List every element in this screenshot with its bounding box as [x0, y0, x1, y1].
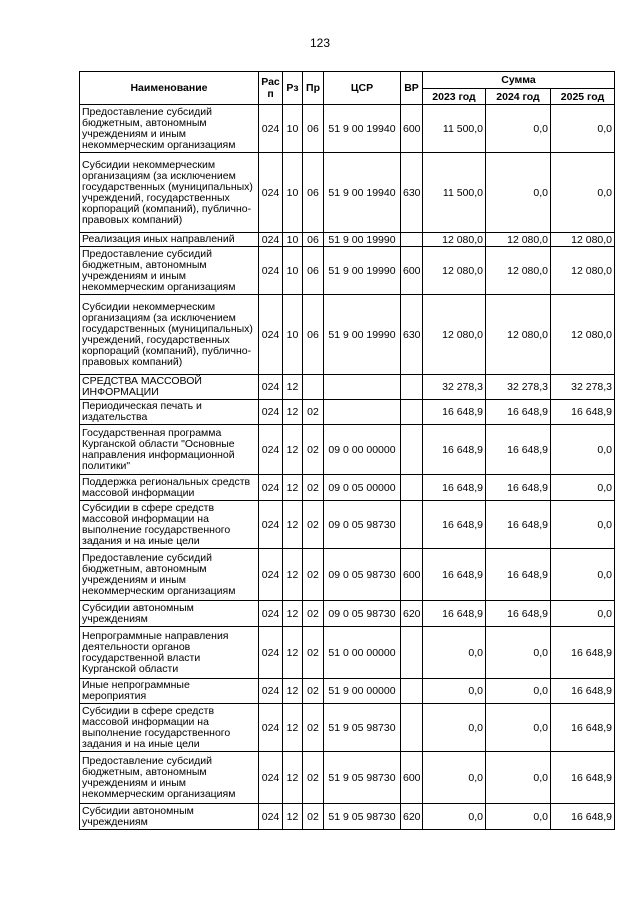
row-2024: 0,0 [486, 752, 551, 804]
row-name: Предоставление субсидий бюджетным, автономным учреждениям и иным некоммерческим организациям [80, 105, 259, 153]
row-csr: 09 0 05 98730 [324, 601, 401, 627]
table-row [80, 295, 615, 375]
row-vr: 600 [401, 105, 423, 153]
row-2023: 16 648,9 [423, 425, 486, 475]
table-row [80, 627, 615, 679]
row-name: Предоставление субсидий бюджетным, автономным учреждениям и иным некоммерческим организациям [80, 549, 259, 601]
row-csr: 09 0 05 98730 [324, 549, 401, 601]
row-2023: 0,0 [423, 752, 486, 804]
row-2024: 16 648,9 [486, 425, 551, 475]
row-csr: 09 0 05 00000 [324, 475, 401, 501]
row-vr: 620 [401, 601, 423, 627]
row-name: Субсидии в сфере средств массовой информации на выполнение государственного задания и на иные цели [80, 704, 259, 752]
table-row [80, 679, 615, 704]
row-2023: 11 500,0 [423, 153, 486, 233]
row-rz: 12 [283, 601, 303, 627]
row-rz: 12 [283, 627, 303, 679]
row-pr: 06 [303, 247, 324, 295]
row-2025: 16 648,9 [551, 627, 615, 679]
row-2025: 0,0 [551, 601, 615, 627]
row-pr: 02 [303, 679, 324, 704]
row-rz: 10 [283, 295, 303, 375]
row-csr: 51 9 00 19990 [324, 295, 401, 375]
row-name: СРЕДСТВА МАССОВОЙ ИНФОРМАЦИИ [80, 375, 259, 400]
row-2023: 0,0 [423, 679, 486, 704]
row-rz: 12 [283, 475, 303, 501]
row-vr: 600 [401, 752, 423, 804]
row-rz: 12 [283, 679, 303, 704]
row-2024: 0,0 [486, 704, 551, 752]
row-ras: 024 [259, 233, 283, 247]
row-2023: 0,0 [423, 704, 486, 752]
row-name: Предоставление субсидий бюджетным, автономным учреждениям и иным некоммерческим организациям [80, 247, 259, 295]
row-rz: 12 [283, 375, 303, 400]
row-name: Реализация иных направлений [80, 233, 259, 247]
row-vr [401, 400, 423, 425]
table-row [80, 804, 615, 830]
row-rz: 12 [283, 804, 303, 830]
row-2025: 32 278,3 [551, 375, 615, 400]
row-name: Предоставление субсидий бюджетным, автономным учреждениям и иным некоммерческим организациям [80, 752, 259, 804]
row-2023: 16 648,9 [423, 400, 486, 425]
row-2025: 12 080,0 [551, 233, 615, 247]
row-name: Субсидии в сфере средств массовой информации на выполнение государственного задания и на иные цели [80, 501, 259, 549]
row-csr: 09 0 05 98730 [324, 501, 401, 549]
row-2024: 0,0 [486, 679, 551, 704]
header-2025: 2025 год [551, 89, 615, 105]
row-ras: 024 [259, 295, 283, 375]
row-name: Субсидии некоммерческим организациям (за исключением государственных (муниципальных) учреждений, государственных корпораций (компаний), публично-правовых компаний) [80, 153, 259, 233]
row-ras: 024 [259, 400, 283, 425]
row-name: Субсидии автономным учреждениям [80, 601, 259, 627]
row-pr: 02 [303, 627, 324, 679]
row-vr: 600 [401, 549, 423, 601]
row-rz: 10 [283, 247, 303, 295]
row-csr: 51 9 05 98730 [324, 804, 401, 830]
header-csr: ЦСР [324, 72, 401, 105]
row-ras: 024 [259, 679, 283, 704]
row-csr: 09 0 00 00000 [324, 425, 401, 475]
row-pr: 06 [303, 233, 324, 247]
row-rz: 10 [283, 153, 303, 233]
row-2023: 16 648,9 [423, 501, 486, 549]
table-row [80, 105, 615, 153]
row-2025: 16 648,9 [551, 400, 615, 425]
row-2025: 0,0 [551, 501, 615, 549]
row-vr: 600 [401, 247, 423, 295]
row-vr: 620 [401, 804, 423, 830]
row-2023: 16 648,9 [423, 549, 486, 601]
row-ras: 024 [259, 425, 283, 475]
budget-table [79, 71, 615, 830]
row-2024: 0,0 [486, 153, 551, 233]
row-ras: 024 [259, 153, 283, 233]
row-ras: 024 [259, 475, 283, 501]
header-2023: 2023 год [423, 89, 486, 105]
row-csr [324, 400, 401, 425]
row-pr: 06 [303, 295, 324, 375]
table-row [80, 375, 615, 400]
row-2023: 16 648,9 [423, 475, 486, 501]
row-name: Субсидии автономным учреждениям [80, 804, 259, 830]
row-2025: 0,0 [551, 105, 615, 153]
row-name: Субсидии некоммерческим организациям (за исключением государственных (муниципальных) учреждений, государственных корпораций (компаний), публично-правовых компаний) [80, 295, 259, 375]
row-vr [401, 679, 423, 704]
row-name: Государственная программа Курганской области "Основные направления информационной политики" [80, 425, 259, 475]
row-ras: 024 [259, 501, 283, 549]
row-pr: 02 [303, 400, 324, 425]
row-vr [401, 475, 423, 501]
page-number: 123 [309, 36, 331, 50]
row-2025: 16 648,9 [551, 752, 615, 804]
row-vr: 630 [401, 295, 423, 375]
row-rz: 12 [283, 400, 303, 425]
row-csr: 51 0 00 00000 [324, 627, 401, 679]
table-row [80, 752, 615, 804]
row-rz: 12 [283, 704, 303, 752]
header-2024: 2024 год [486, 89, 551, 105]
row-name: Поддержка региональных средств массовой информации [80, 475, 259, 501]
row-name: Непрограммные направления деятельности органов государственной власти Курганской области [80, 627, 259, 679]
row-rz: 12 [283, 425, 303, 475]
row-csr: 51 9 00 19990 [324, 247, 401, 295]
row-2025: 16 648,9 [551, 804, 615, 830]
row-rz: 10 [283, 233, 303, 247]
row-2024: 0,0 [486, 105, 551, 153]
row-rz: 12 [283, 501, 303, 549]
row-2025: 0,0 [551, 153, 615, 233]
row-rz: 10 [283, 105, 303, 153]
row-ras: 024 [259, 601, 283, 627]
row-2025: 16 648,9 [551, 679, 615, 704]
row-ras: 024 [259, 105, 283, 153]
row-csr [324, 375, 401, 400]
row-rz: 12 [283, 752, 303, 804]
header-rz: Рз [283, 72, 303, 105]
table-row [80, 601, 615, 627]
table-row [80, 501, 615, 549]
table-row [80, 400, 615, 425]
row-2024: 12 080,0 [486, 233, 551, 247]
row-csr: 51 9 05 98730 [324, 752, 401, 804]
row-pr: 02 [303, 475, 324, 501]
row-pr: 02 [303, 425, 324, 475]
row-2025: 0,0 [551, 425, 615, 475]
row-ras: 024 [259, 752, 283, 804]
row-2023: 12 080,0 [423, 247, 486, 295]
row-2024: 0,0 [486, 627, 551, 679]
row-2024: 12 080,0 [486, 295, 551, 375]
row-2024: 12 080,0 [486, 247, 551, 295]
row-csr: 51 9 00 19940 [324, 153, 401, 233]
table-row [80, 425, 615, 475]
row-csr: 51 9 00 00000 [324, 679, 401, 704]
header-name: Наименование [80, 72, 259, 105]
header-vr: ВР [401, 72, 423, 105]
row-2025: 0,0 [551, 475, 615, 501]
row-2024: 0,0 [486, 804, 551, 830]
table-row [80, 704, 615, 752]
row-2024: 16 648,9 [486, 501, 551, 549]
row-2023: 12 080,0 [423, 295, 486, 375]
row-2025: 12 080,0 [551, 247, 615, 295]
row-2023: 32 278,3 [423, 375, 486, 400]
row-pr: 06 [303, 153, 324, 233]
row-csr: 51 9 00 19990 [324, 233, 401, 247]
row-ras: 024 [259, 549, 283, 601]
row-pr: 02 [303, 704, 324, 752]
row-2023: 0,0 [423, 627, 486, 679]
row-vr [401, 233, 423, 247]
header-ras: Рас п [259, 72, 283, 105]
header-pr: Пр [303, 72, 324, 105]
row-pr: 02 [303, 601, 324, 627]
row-ras: 024 [259, 247, 283, 295]
row-2024: 32 278,3 [486, 375, 551, 400]
table-row [80, 233, 615, 247]
row-vr: 630 [401, 153, 423, 233]
row-2025: 0,0 [551, 549, 615, 601]
row-2024: 16 648,9 [486, 601, 551, 627]
row-vr [401, 501, 423, 549]
header-sum: Сумма [423, 72, 615, 89]
row-ras: 024 [259, 627, 283, 679]
row-2025: 12 080,0 [551, 295, 615, 375]
row-2023: 0,0 [423, 804, 486, 830]
row-2024: 16 648,9 [486, 400, 551, 425]
row-2024: 16 648,9 [486, 549, 551, 601]
row-name: Иные непрограммные мероприятия [80, 679, 259, 704]
row-2025: 16 648,9 [551, 704, 615, 752]
table-row [80, 153, 615, 233]
table-row [80, 549, 615, 601]
row-pr: 02 [303, 804, 324, 830]
row-vr [401, 425, 423, 475]
row-rz: 12 [283, 549, 303, 601]
row-csr: 51 9 05 98730 [324, 704, 401, 752]
table-row [80, 247, 615, 295]
row-2023: 16 648,9 [423, 601, 486, 627]
row-vr [401, 704, 423, 752]
row-ras: 024 [259, 804, 283, 830]
row-pr [303, 375, 324, 400]
row-csr: 51 9 00 19940 [324, 105, 401, 153]
row-ras: 024 [259, 375, 283, 400]
row-ras: 024 [259, 704, 283, 752]
row-vr [401, 375, 423, 400]
row-name: Периодическая печать и издательства [80, 400, 259, 425]
row-pr: 02 [303, 501, 324, 549]
row-2023: 12 080,0 [423, 233, 486, 247]
table-row [80, 475, 615, 501]
row-2023: 11 500,0 [423, 105, 486, 153]
row-pr: 02 [303, 752, 324, 804]
row-pr: 02 [303, 549, 324, 601]
row-2024: 16 648,9 [486, 475, 551, 501]
row-vr [401, 627, 423, 679]
row-pr: 06 [303, 105, 324, 153]
